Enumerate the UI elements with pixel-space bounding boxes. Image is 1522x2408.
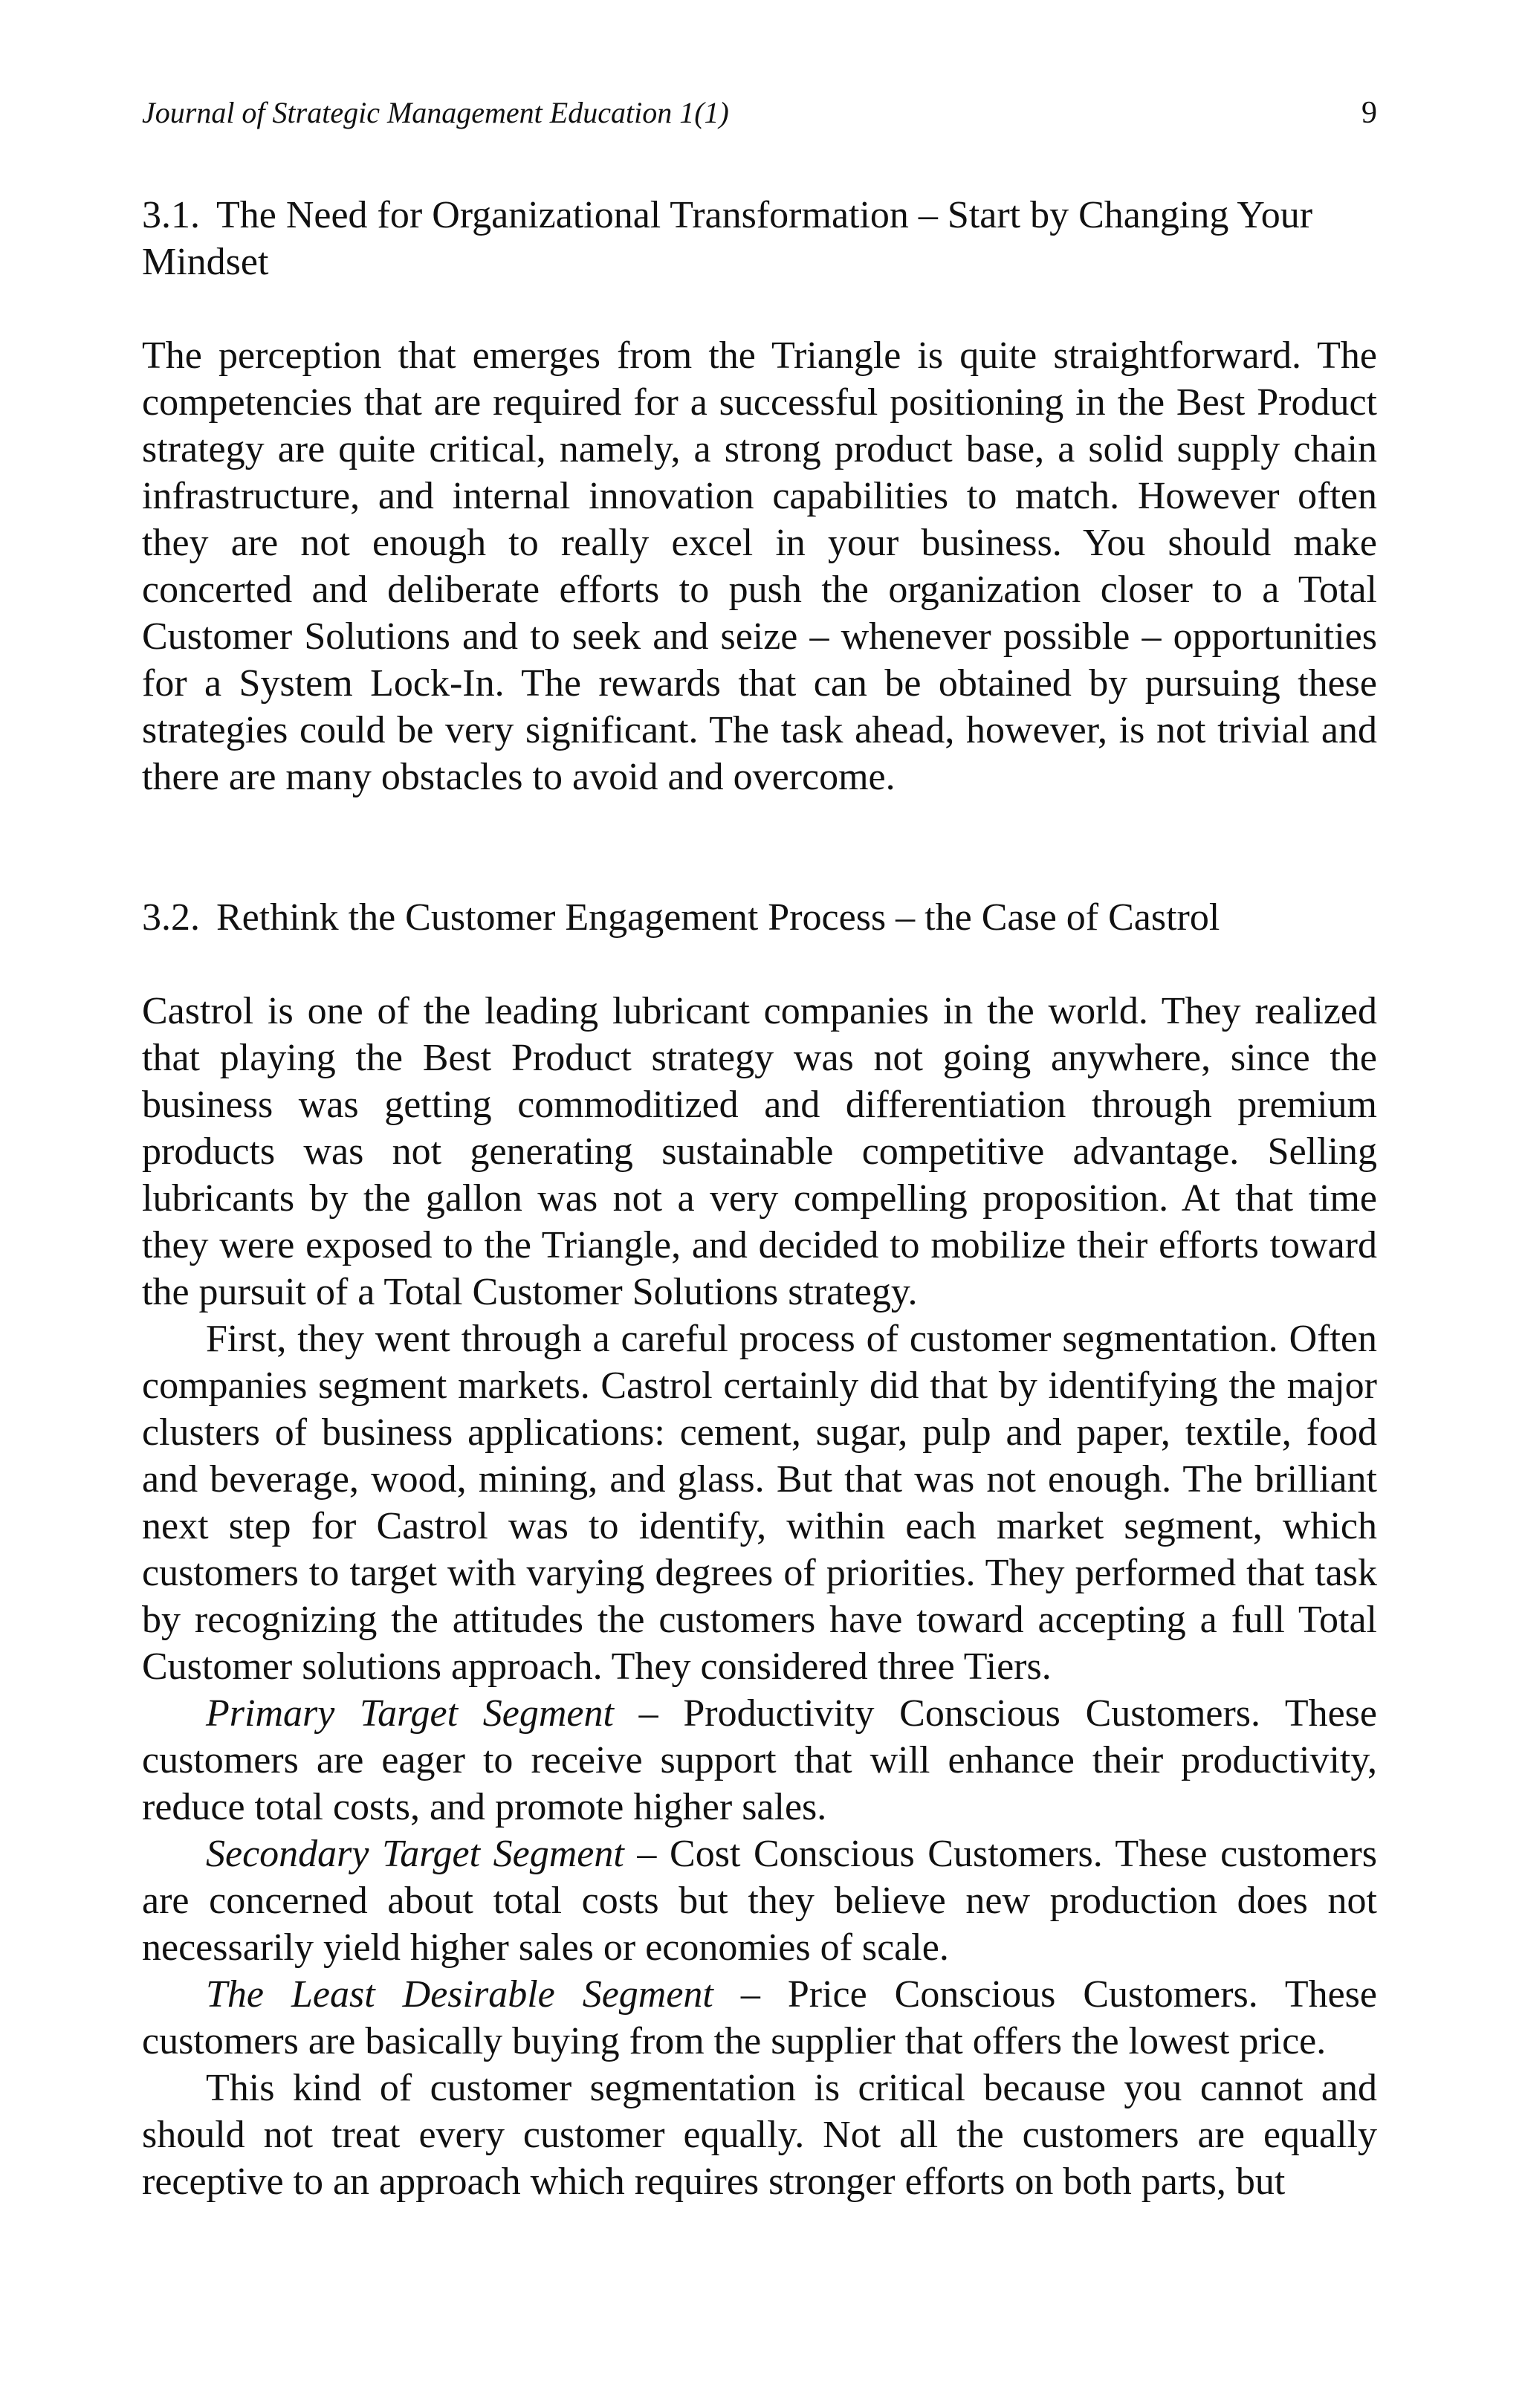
running-header bbox=[142, 91, 1377, 135]
spacer bbox=[142, 800, 1377, 894]
section-number: 3.1. bbox=[142, 194, 200, 236]
section-title: Rethink the Customer Engagement Process – the Case of Castrol bbox=[216, 896, 1220, 939]
spacer bbox=[142, 941, 1377, 988]
paragraph: First, they went through a careful process of customer segmentation. Often companies segment markets. Castrol certainly did that by identifying the major clusters of business applications: cement, sugar, pulp and paper, textile, food and beverage, wood, mining, and glass. But that was not enough. The brilliant next step for Castrol was to identify, within each market segment, which customers to target with varying degrees of priorities. They performed that task by recognizing the attitudes the customers have toward accepting a full Total Customer solutions approach. They considered three Tiers. bbox=[142, 1318, 1377, 1688]
article-body bbox=[142, 192, 1377, 2205]
segment-description: – Cost Conscious Customers. These customers are concerned about total costs but they believe new production does not necessarily yield higher sales or economies of scale. bbox=[142, 1833, 1377, 1969]
paragraph: Castrol is one of the leading lubricant companies in the world. They realized that playing the Best Product strategy was not going anywhere, since the business was getting commoditized and differentiation through premium products was not generating sustainable competitive advantage. Selling lubricants by the gallon was not a very compelling proposition. At that time they were exposed to the Triangle, and decided to mobilize their efforts toward the pursuit of a Total Customer Solutions strategy. bbox=[142, 990, 1377, 1313]
section-title: The Need for Organizational Transformation – Start by Changing Your Mindset bbox=[142, 194, 1313, 283]
journal-title: Journal of Strategic Management Education 1(1) bbox=[142, 96, 729, 129]
paragraph-secondary-segment bbox=[142, 1831, 1377, 1971]
segment-description: – Price Conscious Customers. These customers are basically buying from the supplier that offers the lowest price. bbox=[142, 1973, 1377, 2062]
paragraph-least-desirable-segment bbox=[142, 1971, 1377, 2065]
section-heading-3-2 bbox=[142, 894, 1377, 941]
segment-label: The Least Desirable Segment bbox=[206, 1973, 713, 2016]
spacer bbox=[142, 285, 1377, 332]
segment-label: Primary Target Segment bbox=[206, 1692, 614, 1735]
paragraph-primary-segment bbox=[142, 1690, 1377, 1831]
paragraph: This kind of customer segmentation is critical because you cannot and should not treat every customer equally. Not all the customers are equally receptive to an approach which requires stronger efforts on both parts, but bbox=[142, 2067, 1377, 2203]
segment-label: Secondary Target Segment bbox=[206, 1833, 624, 1875]
page-number: 9 bbox=[1361, 96, 1377, 130]
paragraph: The perception that emerges from the Triangle is quite straightforward. The competencies that are required for a successful positioning in the Best Product strategy are quite critical, namely, a strong product base, a solid supply chain infrastructure, and internal innovation capabilities to match. However often they are not enough to really excel in your business. You should make concerted and deliberate efforts to push the organization closer to a Total Customer Solutions and to seek and seize – whenever possible – opportunities for a System Lock-In. The rewards that can be obtained by pursuing these strategies could be very significant. The task ahead, however, is not trivial and there are many obstacles to avoid and overcome. bbox=[142, 334, 1377, 798]
section-number: 3.2. bbox=[142, 896, 200, 939]
section-heading-3-1 bbox=[142, 192, 1377, 285]
segment-description: – Productivity Conscious Customers. These customers are eager to receive support that will enhance their productivity, reduce total costs, and promote higher sales. bbox=[142, 1692, 1377, 1828]
